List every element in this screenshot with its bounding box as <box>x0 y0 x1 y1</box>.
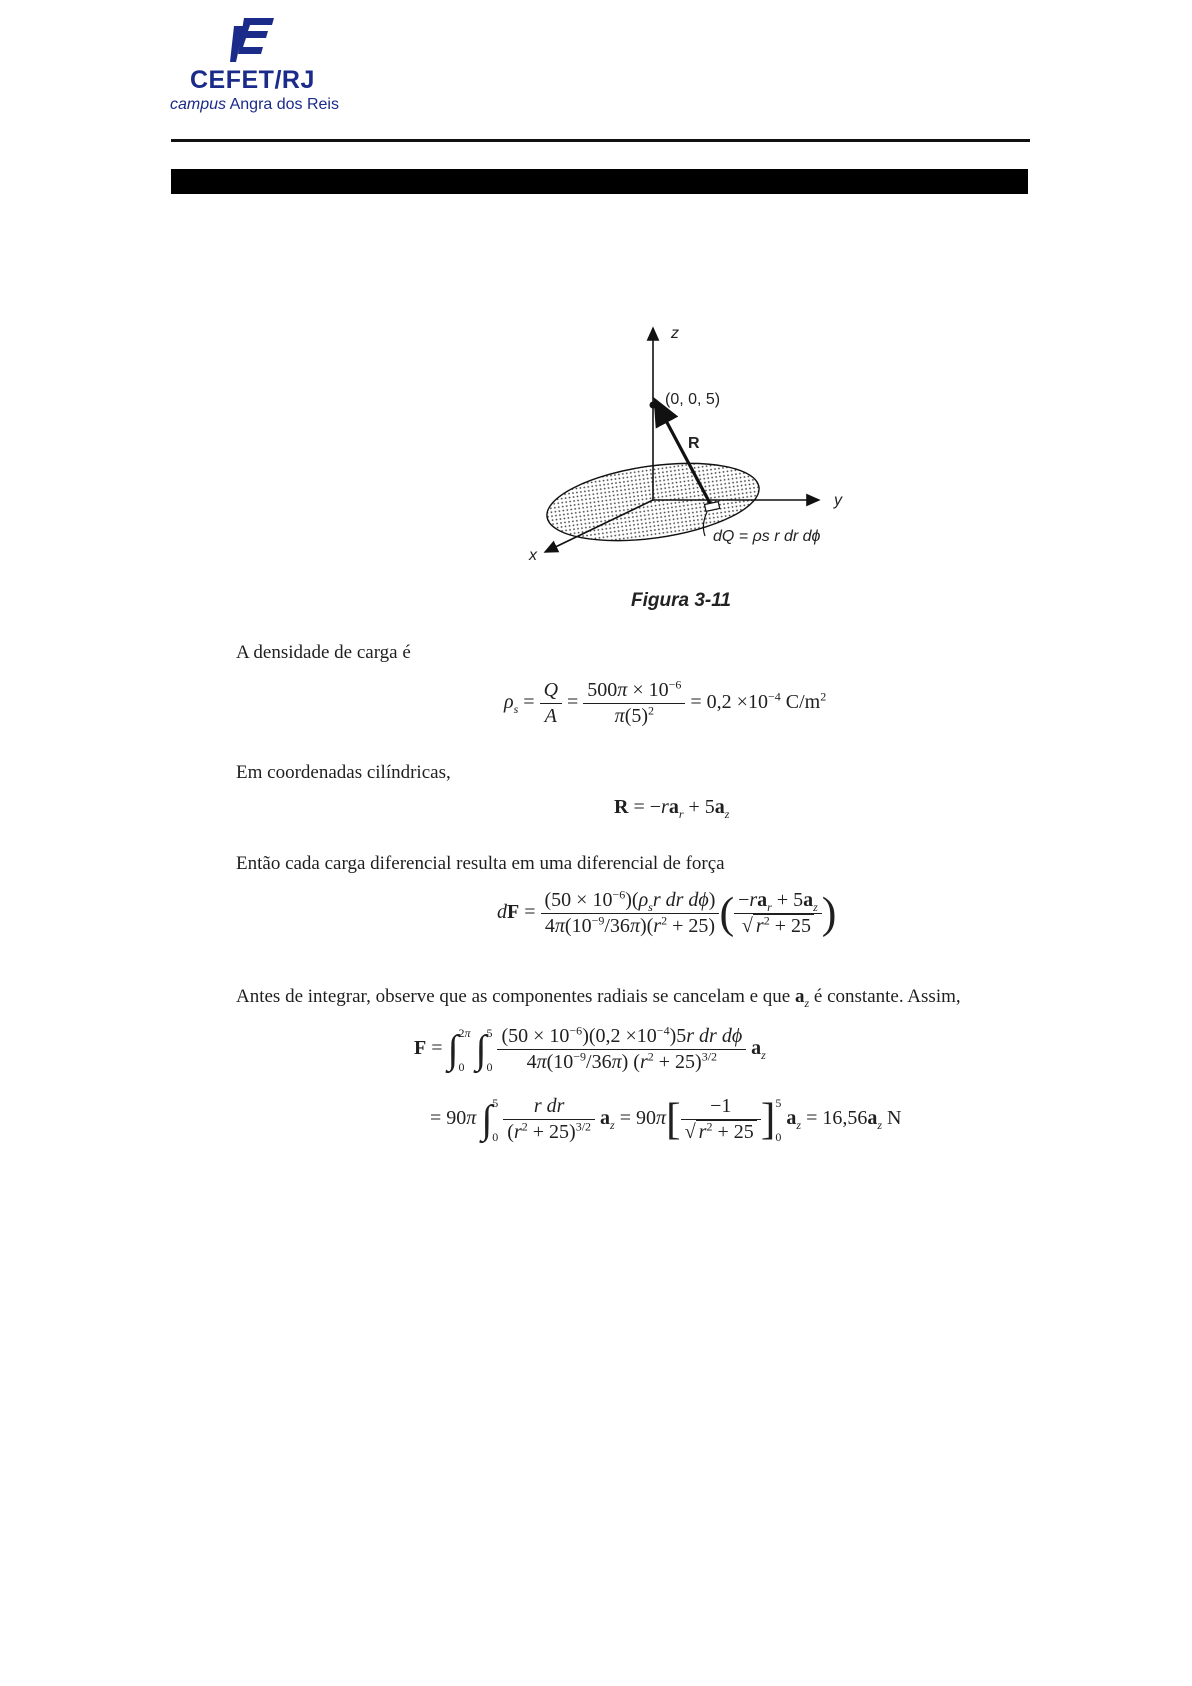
figure-3-11 <box>505 320 865 570</box>
logo-campus: campus Angra dos Reis <box>170 96 339 113</box>
x-axis-label: x <box>529 547 537 564</box>
title-bar <box>171 169 1028 194</box>
vector-label: R <box>688 435 700 452</box>
dq-label: dQ = ρs r dr dϕ <box>713 528 821 545</box>
paragraph-differential-force: Então cada carga diferencial resulta em uma diferencial de força <box>236 853 725 874</box>
cefet-logo-icon <box>230 16 274 64</box>
equation-dF: dF = $\frac{(50 \times 10^{-6})(\rho_sr dr d\phi)}{4\pi(10^{-9}/36\pi)(r^2 + 25)}$ ( $\frac{-ra_r + 5a_z}{√ r^2 + 25}$ ) <box>497 887 837 938</box>
paragraph-charge-density: A densidade de carga é <box>236 642 411 663</box>
logo-name: CEFET/RJ <box>190 66 315 94</box>
equation-force-result: = 90π ∫ 5 0 $\frac{\text{r dr}}{(r^2 + 25)^{3/2}}$ $a_z = 90\pi$[ $\frac{-1}{√ r^2 + 25}$ ] 5 0 $a_z = 16,56a_z$ N <box>430 1094 902 1144</box>
y-axis-label: y <box>834 492 842 509</box>
z-axis-label: z <box>671 325 679 342</box>
equation-charge-density: $\rho_s$ = $\frac{Q}{A}$ = $\frac{500\pi \times 10^{-6}}{\pi(5)^2}$ = $0,2 \times 10^{-4}$ $C/m^2$ <box>504 677 827 727</box>
paragraph-before-integrating: Antes de integrar, observe que as componentes radiais se cancelam e que $a_z$ é constante. Assim, <box>236 986 961 1010</box>
figure-caption: Figura 3-11 <box>631 590 731 611</box>
equation-force-integral: F = ∫ 2π 0 ∫ 5 0 $\frac{(50 \times 10^{-6})(0,2 \times 10^{-4})5r dr d\phi}{4\pi(10^{-9}/36\pi) (r^2 + 25)^{3/2}}$ $a_z$ <box>414 1023 766 1074</box>
header-rule <box>171 139 1030 142</box>
equation-r-vector: $R = -ra_r + 5a_z$ <box>614 796 730 821</box>
paragraph-cylindrical: Em coordenadas cilíndricas, <box>236 762 451 783</box>
point-label: (0, 0, 5) <box>665 391 721 408</box>
